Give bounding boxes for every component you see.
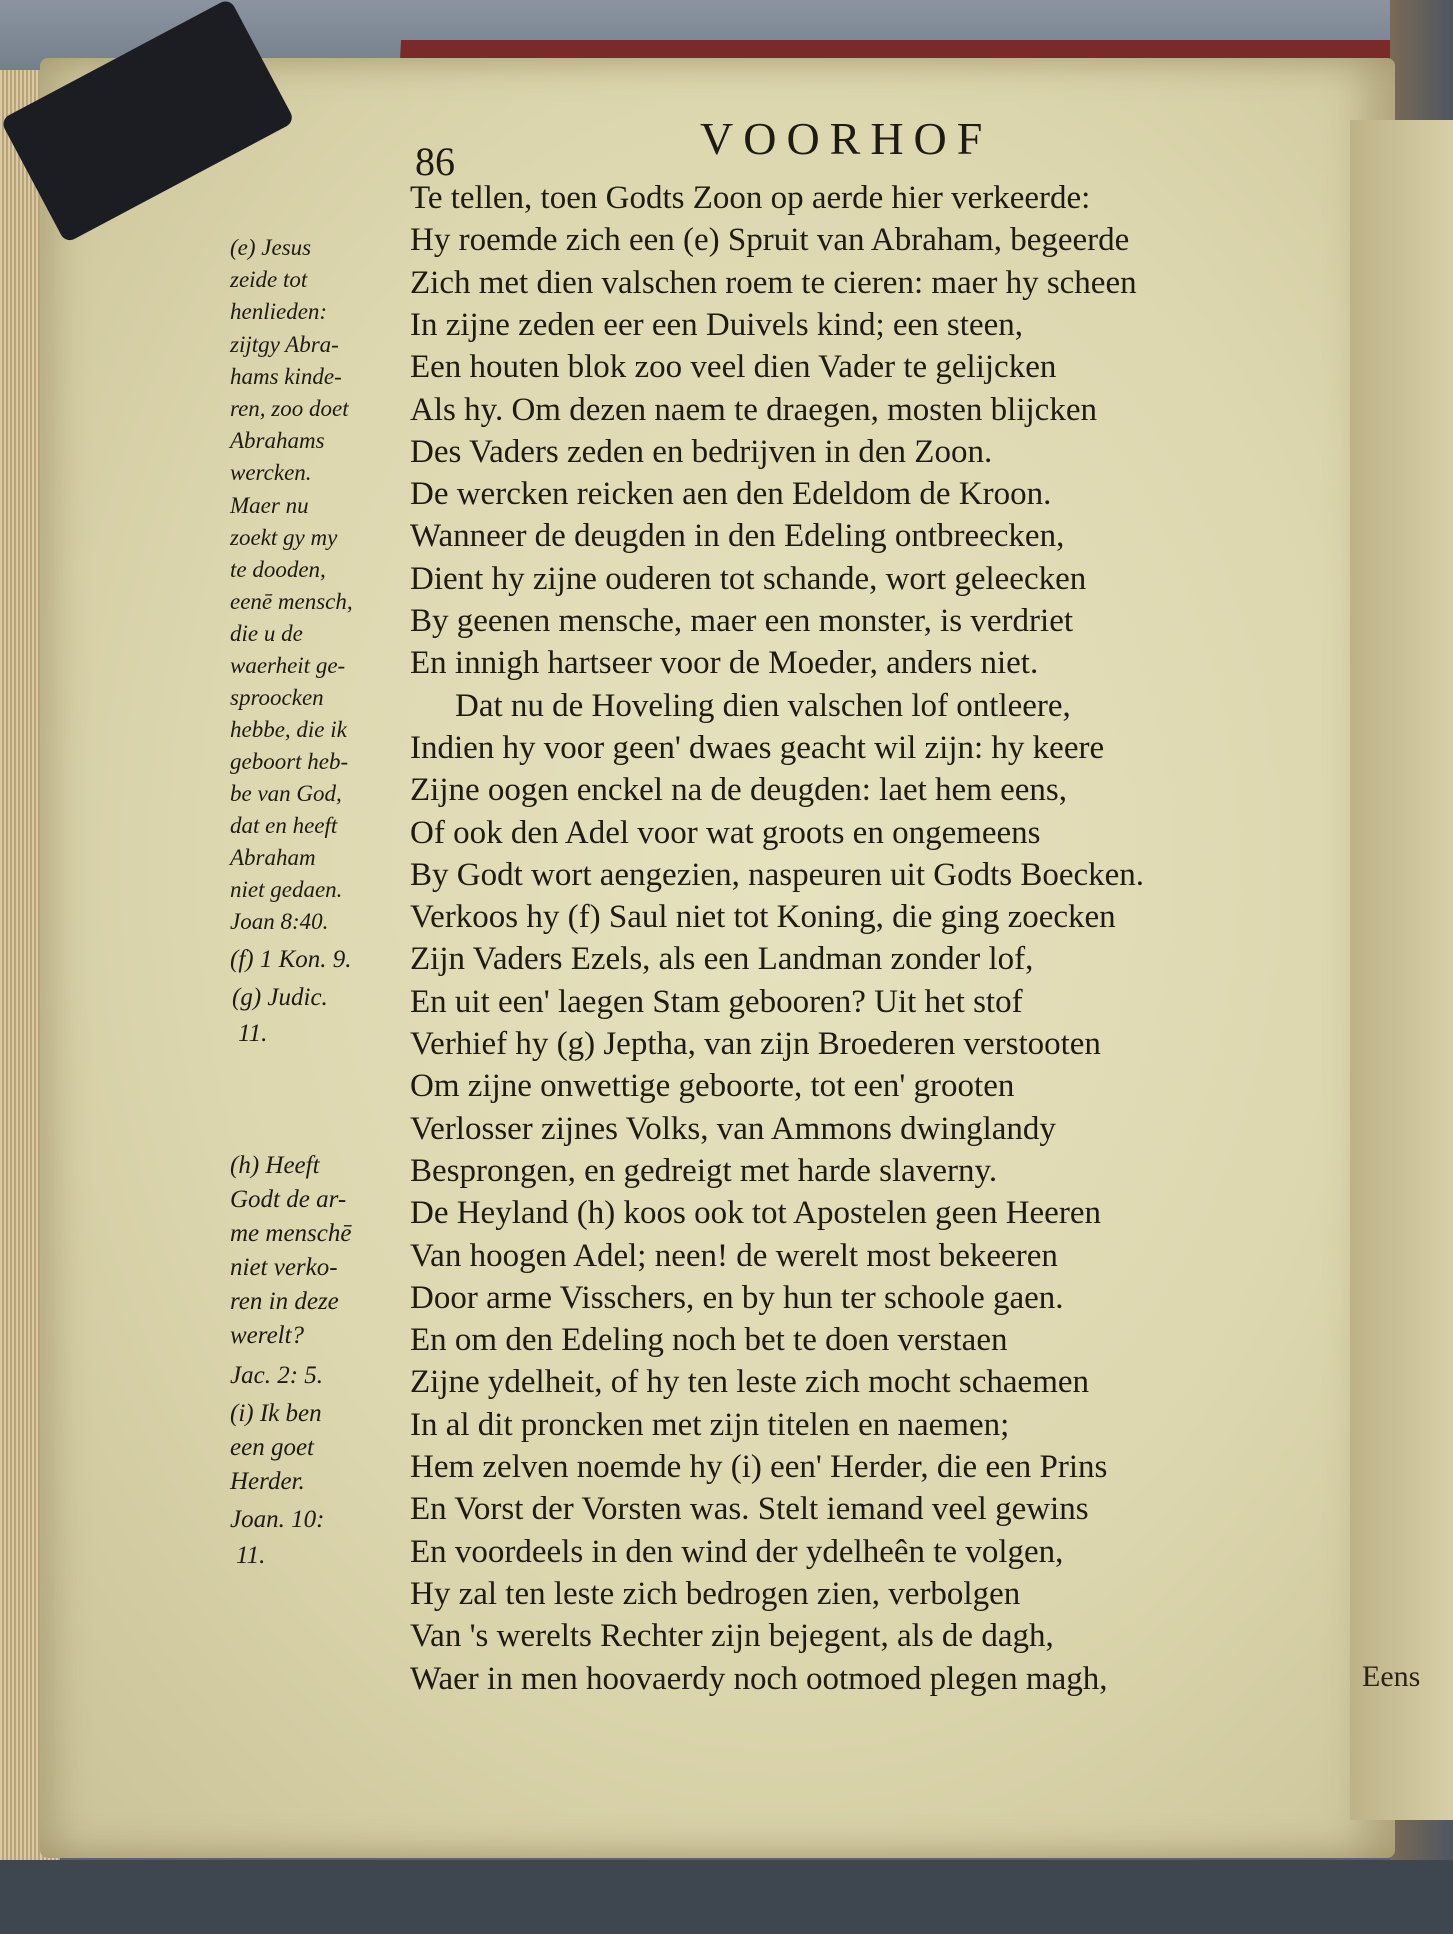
margin-note-line: (h) Heeft <box>230 1152 320 1179</box>
margin-note-line: (i) Ik ben <box>230 1400 322 1427</box>
margin-note-line: Maer nu <box>230 493 309 518</box>
text-line: Om zijne onwettige geboorte, tot een' grooten <box>410 1068 1015 1105</box>
margin-note-line: hams kinde- <box>230 364 342 389</box>
margin-note-line: niet gedaen. <box>230 877 343 902</box>
margin-note-line: 11. <box>238 1020 268 1047</box>
text-line: In zijne zeden eer een Duivels kind; een steen, <box>410 306 1023 343</box>
margin-note-line: be van God, <box>230 781 342 806</box>
catchword: Eens <box>1362 1660 1421 1693</box>
facing-page-edge <box>1350 120 1453 1820</box>
margin-note-line: niet verko- <box>230 1254 338 1281</box>
text-line: En voordeels in den wind der ydelheên te volgen, <box>410 1533 1064 1570</box>
text-line: Hy roemde zich een (e) Spruit van Abraham, begeerde <box>410 222 1130 259</box>
margin-note-line: (g) Judic. <box>232 984 328 1011</box>
margin-note-line: zeide tot <box>230 267 308 292</box>
margin-note-line: henlieden: <box>230 299 328 324</box>
text-line: Dat nu de Hoveling dien valschen lof ontleere, <box>455 687 1071 724</box>
margin-note-line: Godt de ar- <box>230 1186 347 1213</box>
text-line: By geenen mensche, maer een monster, is verdriet <box>410 603 1074 639</box>
margin-note-line: hebbe, die ik <box>230 717 347 742</box>
text-line: Van hoogen Adel; neen! de werelt most bekeeren <box>410 1237 1058 1274</box>
text-line: En Vorst der Vorsten was. Stelt iemand veel gewins <box>410 1491 1089 1528</box>
text-line: Of ook den Adel voor wat groots en ongemeens <box>410 814 1041 851</box>
margin-note-line: Abrahams <box>230 428 325 453</box>
margin-note-line: die u de <box>230 621 303 646</box>
margin-note-line: (e) Jesus <box>230 235 312 260</box>
text-line: In al dit proncken met zijn titelen en naemen; <box>410 1406 1010 1443</box>
text-line: Hy zal ten leste zich bedrogen zien, verbolgen <box>410 1575 1021 1612</box>
text-line: Verlosser zijnes Volks, van Ammons dwinglandy <box>410 1110 1056 1147</box>
text-line: Een houten blok zoo veel dien Vader te gelijcken <box>410 349 1057 386</box>
text-line: Wanneer de deugden in den Edeling ontbreecken, <box>410 518 1065 555</box>
margin-note-line: Joan 8:40. <box>230 909 329 934</box>
margin-note-line: ren, zoo doet <box>230 396 349 421</box>
margin-note-line: me menschē <box>230 1220 352 1247</box>
margin-note-line: 11. <box>236 1542 266 1569</box>
margin-note-line: eenē mensch, <box>230 589 353 614</box>
text-line: Des Vaders zeden en bedrijven in den Zoon. <box>410 433 993 470</box>
text-line: Verkoos hy (f) Saul niet tot Koning, die ging zoecken <box>410 899 1116 936</box>
margin-note-line: ren in deze <box>230 1288 339 1315</box>
margin-note-line: dat en heeft <box>230 813 338 838</box>
margin-note-line: Abraham <box>230 845 316 870</box>
margin-note-line: sproocken <box>230 685 324 710</box>
margin-note-line: geboort heb- <box>230 749 349 774</box>
background-bottom <box>0 1860 1453 1934</box>
margin-note-line: Herder. <box>230 1468 305 1495</box>
margin-note-line: wercken. <box>230 460 312 485</box>
page-number: 86 <box>415 139 455 184</box>
text-line: Waer in men hoovaerdy noch ootmoed plegen magh, <box>410 1660 1108 1697</box>
text-line: Dient hy zijne ouderen tot schande, wort geleecken <box>410 560 1087 597</box>
text-line: Van 's werelts Rechter zijn bejegent, als de dagh, <box>410 1618 1054 1655</box>
text-line: En innigh hartseer voor de Moeder, anders niet. <box>410 645 1039 682</box>
running-head: VOORHOF <box>700 113 993 164</box>
margin-note-line: (f) 1 Kon. 9. <box>230 946 352 973</box>
margin-note-line: Jac. 2: 5. <box>230 1362 324 1389</box>
text-line: En om den Edeling noch bet te doen verstaen <box>410 1322 1008 1359</box>
text-line: Hem zelven noemde hy (i) een' Herder, die een Prins <box>410 1449 1108 1485</box>
text-line: Zijne ydelheit, of hy ten leste zich mocht schaemen <box>410 1364 1090 1401</box>
margin-note-line: te dooden, <box>230 557 326 582</box>
text-line: By Godt wort aengezien, naspeuren uit Godts Boecken. <box>410 856 1145 893</box>
margin-note-line: zoekt gy my <box>230 525 338 550</box>
margin-note-line: waerheit ge- <box>230 653 346 678</box>
text-line: De Heyland (h) koos ook tot Apostelen geen Heeren <box>410 1195 1101 1232</box>
text-line: Zich met dien valschen roem te cieren: maer hy scheen <box>410 264 1137 301</box>
text-line: Te tellen, toen Godts Zoon op aerde hier verkeerde: <box>410 180 1091 216</box>
margin-note-line: werelt? <box>230 1322 305 1349</box>
text-line: Besprongen, en gedreigt met harde slaverny. <box>410 1152 998 1189</box>
text-line: Door arme Visschers, en by hun ter schoole gaen. <box>410 1279 1064 1316</box>
margin-note-line: een goet <box>230 1434 314 1461</box>
text-line: Verhief hy (g) Jeptha, van zijn Broederen verstooten <box>410 1026 1101 1062</box>
text-line: Indien hy voor geen' dwaes geacht wil zijn: hy keere <box>410 729 1105 766</box>
text-line: De wercken reicken aen den Edeldom de Kroon. <box>410 476 1052 513</box>
margin-note-line: Joan. 10: <box>230 1506 325 1533</box>
text-line: Zijn Vaders Ezels, als een Landman zonder lof, <box>410 941 1034 978</box>
text-line: Als hy. Om dezen naem te draegen, mosten blijcken <box>410 391 1097 428</box>
text-line: En uit een' laegen Stam gebooren? Uit het stof <box>410 983 1023 1020</box>
text-line: Zijne oogen enckel na de deugden: laet hem eens, <box>410 772 1067 809</box>
margin-note-line: zijtgy Abra- <box>230 332 339 357</box>
